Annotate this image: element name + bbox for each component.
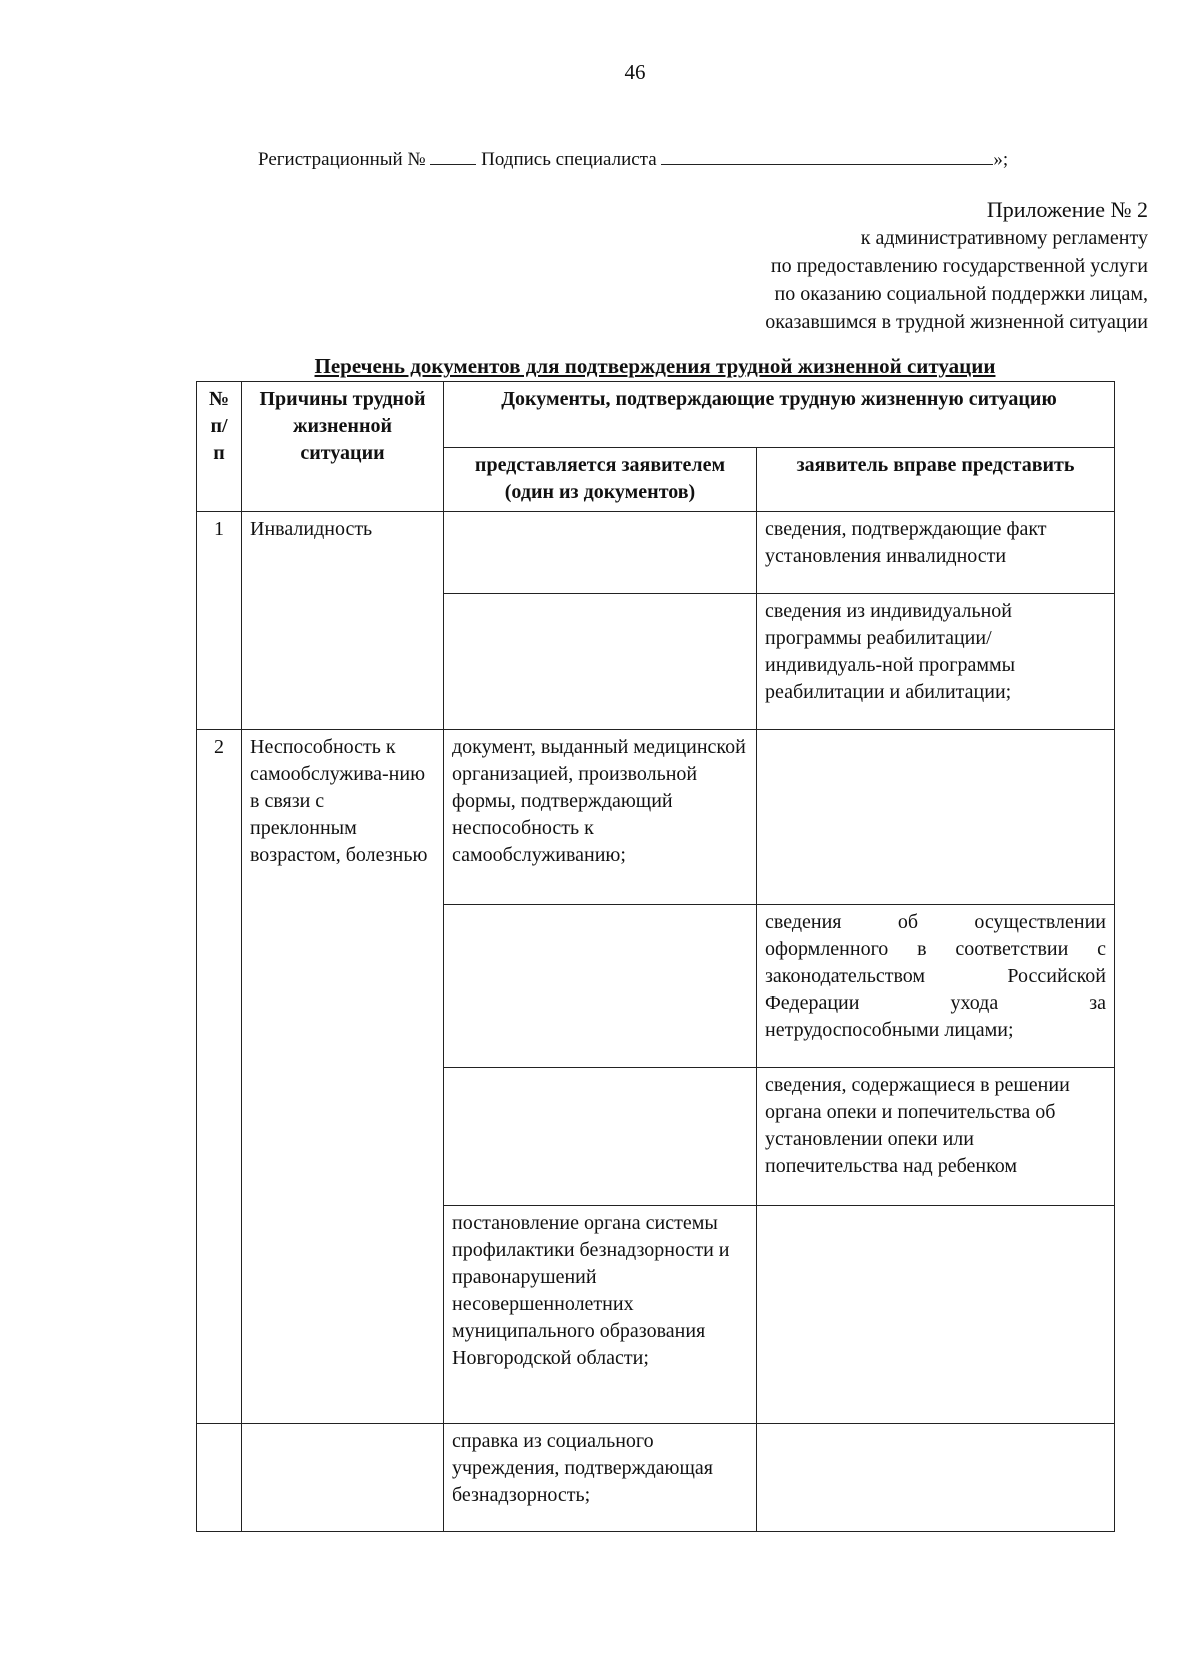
cell-applicant-doc: постановление органа системы профилактики безнадзорности и правонарушений несовершеннолетних муниципального образования Новгородской области; xyxy=(444,1206,757,1424)
registration-label: Регистрационный № xyxy=(258,149,426,170)
row-reason xyxy=(242,1424,444,1532)
table-row xyxy=(197,512,1115,594)
closing-quote: »; xyxy=(993,149,1009,170)
cell-applicant-doc xyxy=(444,512,757,594)
page-number: 46 xyxy=(624,60,646,84)
appendix-line: по оказанию социальной поддержки лицам, xyxy=(774,283,1148,305)
signature-label: Подпись специалиста xyxy=(481,149,657,170)
header-reasons: Причины трудной жизненной ситуации xyxy=(242,382,444,512)
appendix-line: к административному регламенту xyxy=(860,227,1148,249)
header-number: № п/ п xyxy=(197,382,242,512)
cell-applicant-doc xyxy=(444,594,757,730)
row-number: 2 xyxy=(197,730,242,1424)
appendix-number: Приложение № 2 xyxy=(986,197,1148,222)
registration-line xyxy=(258,146,1008,171)
row-reason: Инвалидность xyxy=(242,512,444,730)
cell-applicant-doc: документ, выданный медицинской организацией, произвольной формы, подтверждающий неспособность к самообслуживанию; xyxy=(444,730,757,905)
appendix-header xyxy=(765,196,1148,336)
row-reason: Неспособность к самообслужива-нию в связи с преклонным возрастом, болезнью xyxy=(242,730,444,1424)
signature-blank xyxy=(661,146,993,165)
appendix-line: оказавшимся в трудной жизненной ситуации xyxy=(765,311,1148,333)
table-row xyxy=(197,1424,1115,1532)
registration-number-blank xyxy=(430,146,476,165)
header-documents: Документы, подтверждающие трудную жизненную ситуацию xyxy=(444,382,1115,448)
header-by-applicant: представляется заявителем (один из документов) xyxy=(444,448,757,512)
document-list-title: Перечень документов для подтверждения трудной жизненной ситуации xyxy=(314,354,996,378)
cell-optional-doc: сведения, подтверждающие факт установления инвалидности xyxy=(757,512,1115,594)
header-optional: заявитель вправе представить xyxy=(757,448,1115,512)
cell-applicant-doc xyxy=(444,1068,757,1206)
appendix-line: по предоставлению государственной услуги xyxy=(770,255,1148,277)
row-number xyxy=(197,1424,242,1532)
cell-optional-doc xyxy=(757,1424,1115,1532)
documents-table xyxy=(196,381,1115,1532)
cell-applicant-doc: справка из социального учреждения, подтверждающая безнадзорность; xyxy=(444,1424,757,1532)
row-number: 1 xyxy=(197,512,242,730)
cell-applicant-doc xyxy=(444,905,757,1068)
cell-optional-doc xyxy=(757,1206,1115,1424)
cell-optional-doc: сведения из индивидуальной программы реабилитации/индивидуаль-ной программы реабилитации и абилитации; xyxy=(757,594,1115,730)
cell-optional-doc: сведения, содержащиеся в решении органа опеки и попечительства об установлении опеки или попечительства над ребенком xyxy=(757,1068,1115,1206)
cell-optional-doc: сведения об осуществлении оформленного в соответствии с законодательством Российской Федерации ухода за нетрудоспособными лицами; xyxy=(757,905,1115,1068)
table-row xyxy=(197,730,1115,905)
cell-optional-doc xyxy=(757,730,1115,905)
